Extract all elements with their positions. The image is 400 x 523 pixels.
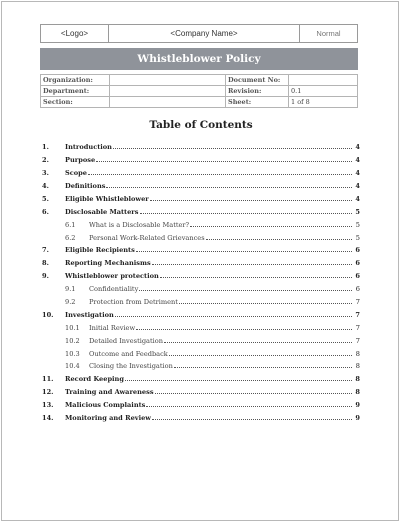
toc-entry-page: 7 <box>355 298 360 306</box>
toc-entry[interactable] <box>65 333 360 345</box>
toc-entry-number: 5. <box>42 195 49 203</box>
revision-label: Revision: <box>226 86 289 97</box>
toc-entry-label: Detailed Investigation <box>89 337 163 345</box>
toc-entry-number: 10.3 <box>65 350 80 358</box>
toc-entry-label: Eligible Whistleblower <box>65 195 149 203</box>
toc-entry-label: Definitions <box>65 182 106 190</box>
toc-entry-page: 5 <box>355 208 360 216</box>
toc-entry-number: 8. <box>42 259 49 267</box>
toc-entry-page: 6 <box>355 285 360 293</box>
section-value <box>110 97 226 108</box>
toc-entry-page: 9 <box>355 401 360 409</box>
toc-entry-number: 10. <box>42 311 54 319</box>
toc-entry-page: 7 <box>355 311 360 319</box>
document-title: Whistleblower Policy <box>40 48 358 70</box>
toc-entry-number: 6. <box>42 208 49 216</box>
toc-entry[interactable] <box>42 139 360 151</box>
toc-entry[interactable] <box>42 307 360 319</box>
toc-leader-dots <box>139 290 352 291</box>
toc-leader-dots <box>206 239 352 240</box>
toc-entry-page: 6 <box>355 246 360 254</box>
toc-leader-dots <box>140 213 353 214</box>
toc-entry[interactable] <box>42 165 360 177</box>
toc-entry-page: 4 <box>355 182 360 190</box>
toc-entry-number: 6.1 <box>65 221 76 229</box>
toc-entry[interactable] <box>42 410 360 422</box>
toc-entry-label: Personal Work-Related Grievances <box>89 234 205 242</box>
toc-entry-page: 8 <box>355 375 360 383</box>
toc-entry[interactable] <box>42 242 360 254</box>
toc-entry-label: Protection from Detriment <box>89 298 178 306</box>
toc-entry-page: 6 <box>355 259 360 267</box>
toc-entry-label: Whistleblower protection <box>65 272 159 280</box>
toc-entry-label: Introduction <box>65 143 112 151</box>
toc-entry-page: 6 <box>355 272 360 280</box>
toc-entry[interactable] <box>65 346 360 358</box>
toc-leader-dots <box>155 393 352 394</box>
toc-entry-label: Monitoring and Review <box>65 414 151 422</box>
toc-entry-label: Eligible Recipients <box>65 246 135 254</box>
toc-leader-dots <box>106 187 352 188</box>
logo-placeholder: <Logo> <box>41 25 109 42</box>
toc-entry-label: Investigation <box>65 311 114 319</box>
toc-entry[interactable] <box>42 268 360 280</box>
toc-entry-label: Malicious Complaints <box>65 401 146 409</box>
toc-entry-number: 3. <box>42 169 49 177</box>
toc-entry-page: 9 <box>355 414 360 422</box>
toc-entry[interactable] <box>42 191 360 203</box>
toc-entry-label: Confidentiality <box>89 285 139 293</box>
toc-entry[interactable] <box>65 230 360 242</box>
toc-entry-number: 2. <box>42 156 49 164</box>
toc-leader-dots <box>136 329 352 330</box>
toc-entry-label: Training and Awareness <box>65 388 154 396</box>
toc-leader-dots <box>179 303 352 304</box>
toc-entry-number: 13. <box>42 401 54 409</box>
toc-title: Table of Contents <box>149 119 253 131</box>
toc-entry-page: 5 <box>355 221 360 229</box>
sheet-label: Sheet: <box>226 97 289 108</box>
organization-label: Organization: <box>41 75 110 86</box>
toc-entry-page: 4 <box>355 143 360 151</box>
toc-leader-dots <box>115 316 352 317</box>
toc-entry[interactable] <box>65 217 360 229</box>
info-row <box>41 86 358 97</box>
toc-leader-dots <box>125 380 352 381</box>
toc-leader-dots <box>190 226 352 227</box>
company-name-placeholder: <Company Name> <box>109 25 300 42</box>
toc-leader-dots <box>164 342 352 343</box>
toc-entry-number: 10.4 <box>65 362 80 370</box>
toc-entry-label: Reporting Mechanisms <box>65 259 151 267</box>
toc-entry[interactable] <box>42 397 360 409</box>
toc-entry-page: 5 <box>355 234 360 242</box>
info-row <box>41 75 358 86</box>
toc-entry-label: Purpose <box>65 156 96 164</box>
toc-entry[interactable] <box>42 255 360 267</box>
organization-value <box>110 75 226 86</box>
toc-entry-number: 10.1 <box>65 324 80 332</box>
sheet-value: 1 of 8 <box>289 97 358 108</box>
toc-entry-page: 7 <box>355 324 360 332</box>
department-value <box>110 86 226 97</box>
toc-entry-number: 12. <box>42 388 54 396</box>
toc-entry-number: 6.2 <box>65 234 76 242</box>
toc-entry[interactable] <box>65 281 360 293</box>
department-label: Department: <box>41 86 110 97</box>
toc-leader-dots <box>152 264 352 265</box>
toc-entry-number: 9.1 <box>65 285 76 293</box>
toc-entry-page: 8 <box>355 388 360 396</box>
toc-entry[interactable] <box>42 178 360 190</box>
toc-leader-dots <box>160 277 352 278</box>
toc-entry-number: 9. <box>42 272 49 280</box>
toc-entry[interactable] <box>42 152 360 164</box>
document-info-table <box>40 74 358 108</box>
toc-entry-number: 4. <box>42 182 49 190</box>
toc-leader-dots <box>174 367 352 368</box>
revision-value: 0.1 <box>289 86 358 97</box>
toc-entry-number: 14. <box>42 414 54 422</box>
toc-entry-page: 4 <box>355 195 360 203</box>
toc-entry-page: 4 <box>355 169 360 177</box>
toc-entry-number: 10.2 <box>65 337 80 345</box>
toc-entry-number: 7. <box>42 246 49 254</box>
toc-entry-number: 11. <box>42 375 54 383</box>
toc-leader-dots <box>113 148 352 149</box>
section-label: Section: <box>41 97 110 108</box>
toc-entry-page: 8 <box>355 362 360 370</box>
toc-leader-dots <box>150 200 352 201</box>
toc-leader-dots <box>88 174 352 175</box>
toc-leader-dots <box>146 406 352 407</box>
toc-leader-dots <box>136 251 352 252</box>
toc-entry[interactable] <box>42 204 360 216</box>
toc-entry-number: 1. <box>42 143 49 151</box>
toc-entry-page: 8 <box>355 350 360 358</box>
toc-entry-label: Initial Review <box>89 324 136 332</box>
toc-entry[interactable] <box>65 294 360 306</box>
toc-leader-dots <box>96 161 352 162</box>
toc-entry-label: Disclosable Matters <box>65 208 139 216</box>
toc-entry-label: Scope <box>65 169 87 177</box>
toc-entry-label: Record Keeping <box>65 375 124 383</box>
document-no-value <box>289 75 358 86</box>
document-no-label: Document No: <box>226 75 289 86</box>
document-header <box>40 24 358 43</box>
toc-entry[interactable] <box>65 320 360 332</box>
toc-entry-number: 9.2 <box>65 298 76 306</box>
toc-leader-dots <box>169 355 352 356</box>
toc-entry-label: What is a Disclosable Matter? <box>89 221 190 229</box>
toc-entry-page: 4 <box>355 156 360 164</box>
info-row <box>41 97 358 108</box>
style-label: Normal <box>316 29 341 38</box>
toc-entry-page: 7 <box>355 337 360 345</box>
toc-entry[interactable] <box>65 358 360 370</box>
toc-entry[interactable] <box>42 384 360 396</box>
toc-leader-dots <box>152 419 352 420</box>
toc-entry[interactable] <box>42 371 360 383</box>
toc-entry-label: Outcome and Feedback <box>89 350 168 358</box>
document-page <box>1 1 399 521</box>
toc-entry-label: Closing the Investigation <box>89 362 173 370</box>
